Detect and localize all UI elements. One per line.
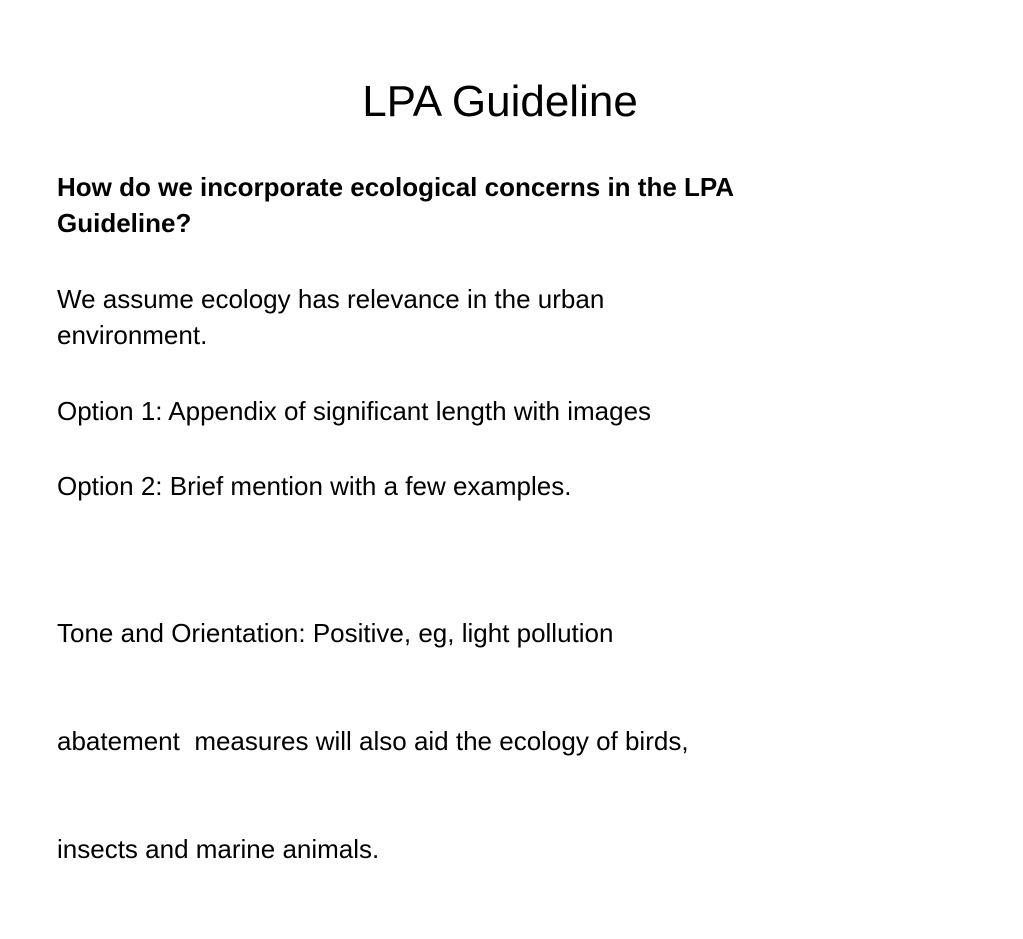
- ecology-assumption-paragraph: [57, 281, 957, 353]
- question-line-2: Guideline?: [57, 208, 192, 238]
- question-heading: [57, 169, 957, 241]
- assumption-line-1: We assume ecology has relevance in the urban: [57, 284, 605, 314]
- option-1-text: Option 1: Appendix of significant length with images: [57, 396, 652, 426]
- question-line-1: How do we incorporate ecological concerns in the LPA: [57, 172, 735, 202]
- tone-line-1: Tone and Orientation: Positive, eg, light pollution: [57, 618, 614, 648]
- tone-line-2: abatement measures will also aid the ecology of birds,: [57, 726, 689, 756]
- assumption-line-2: environment.: [57, 320, 208, 350]
- tone-line-3: insects and marine animals.: [57, 834, 380, 864]
- slide-title: LPA Guideline: [362, 77, 638, 126]
- option-2-text: Option 2: Brief mention with a few examples.: [57, 471, 572, 501]
- tone-orientation-paragraph: [57, 543, 957, 939]
